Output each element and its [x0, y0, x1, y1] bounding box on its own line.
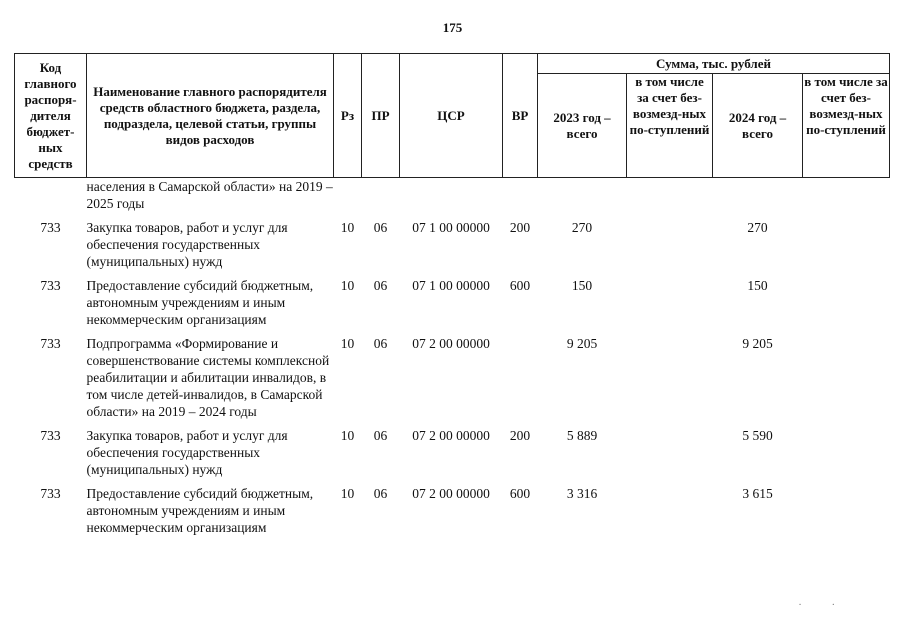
row-pr: 06	[373, 278, 388, 293]
header-sum-group: Сумма, тыс. рублей	[538, 54, 890, 74]
row-vr: 200	[509, 428, 531, 443]
row-2024-free	[803, 334, 890, 426]
row-pr: 06	[373, 220, 388, 235]
row-csr: 07 1 00 00000	[412, 278, 490, 293]
header-2024-total: 2024 год – всего	[713, 74, 803, 178]
row-2023-total: 3 316	[566, 486, 598, 501]
row-2023-free	[627, 426, 713, 484]
header-pr: ПР	[362, 54, 400, 178]
table-row	[15, 276, 890, 334]
header-name: Наименование главного распорядителя средств областного бюджета, раздела, подраздела, целевой статьи, группы видов расходов	[87, 54, 334, 178]
row-2024-total: 9 205	[742, 336, 773, 351]
header-code: Код главного распоря-дителя бюджет-ных средств	[15, 54, 87, 178]
row-vr: 600	[509, 486, 531, 501]
row-code: 733	[40, 428, 61, 443]
row-2023-total: 150	[571, 278, 593, 293]
row-2024-free	[803, 218, 890, 276]
row-csr: 07 2 00 00000	[412, 336, 490, 351]
row-name: Закупка товаров, работ и услуг для обеспечения государственных (муниципальных) нужд	[86, 428, 288, 477]
budget-table	[14, 53, 890, 536]
row-rz: 10	[340, 220, 355, 235]
row-code: 733	[40, 486, 61, 501]
row-name: Предоставление субсидий бюджетным, автономным учреждениям и иным некоммерческим организациям	[86, 278, 314, 327]
row-vr	[503, 334, 538, 426]
row-vr: 200	[509, 220, 531, 235]
row-pr: 06	[373, 486, 388, 501]
table-row	[15, 484, 890, 536]
row-2023-free	[627, 484, 713, 536]
row-2023-total: 9 205	[566, 336, 598, 351]
row-rz: 10	[340, 278, 355, 293]
header-2024-free: в том числе за счет без-возмезд-ных по-ступлений	[803, 74, 890, 178]
row-rz: 10	[340, 486, 355, 501]
row-2023-free	[627, 334, 713, 426]
header-rz: Рз	[334, 54, 362, 178]
row-rz: 10	[340, 428, 355, 443]
row-2024-total: 3 615	[742, 486, 773, 501]
table-row	[15, 218, 890, 276]
table-row	[15, 426, 890, 484]
row-2023-total: 270	[571, 220, 593, 235]
row-2023-total: 5 889	[566, 428, 598, 443]
row-code: 733	[40, 220, 61, 235]
row-code: 733	[40, 336, 61, 351]
header-vr: ВР	[503, 54, 538, 178]
row-2023-free	[627, 218, 713, 276]
row-csr: 07 2 00 00000	[412, 428, 490, 443]
scan-dots: ··	[798, 600, 865, 611]
row-2023-free	[627, 276, 713, 334]
continuation-text: населения в Самарской области» на 2019 – 2025 годы	[86, 179, 333, 211]
row-rz: 10	[340, 336, 355, 351]
row-code: 733	[40, 278, 61, 293]
header-csr: ЦСР	[400, 54, 503, 178]
row-name: Подпрограмма «Формирование и совершенствование системы комплексной реабилитации и абилитации инвалидов, в том числе детей-инвалидов, в Самарской области» на 2019 – 2024 годы	[86, 336, 330, 419]
row-pr: 06	[373, 428, 388, 443]
row-name: Закупка товаров, работ и услуг для обеспечения государственных (муниципальных) нужд	[86, 220, 288, 269]
row-2024-total: 150	[747, 278, 768, 293]
row-csr: 07 1 00 00000	[412, 220, 490, 235]
row-2024-free	[803, 426, 890, 484]
table-row	[15, 334, 890, 426]
row-2024-total: 5 590	[742, 428, 773, 443]
row-csr: 07 2 00 00000	[412, 486, 490, 501]
row-pr: 06	[373, 336, 388, 351]
page-number: 175	[442, 20, 463, 35]
row-2024-free	[803, 484, 890, 536]
row-vr: 600	[509, 278, 531, 293]
row-name: Предоставление субсидий бюджетным, автономным учреждениям и иным некоммерческим организациям	[86, 486, 314, 535]
header-2023-free: в том числе за счет без-возмезд-ных по-ступлений	[627, 74, 713, 178]
header-2023-total: 2023 год – всего	[538, 74, 627, 178]
row-2024-total: 270	[747, 220, 768, 235]
row-2024-free	[803, 276, 890, 334]
